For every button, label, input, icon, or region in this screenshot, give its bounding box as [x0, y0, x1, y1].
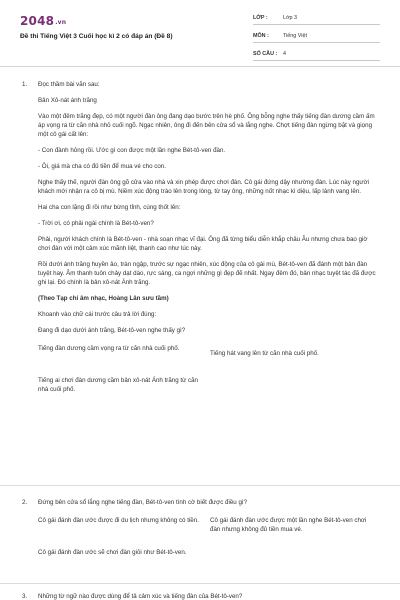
meta-label-grade: LỚP : [253, 14, 268, 21]
question-3 [22, 593, 382, 600]
story-paragraph: Vào một đêm trăng đẹp, có một người đàn ông đang dạo bước trên hè phố. Ông bỗng nghe thấy tiếng đàn dương cầm ấm áp vọng ra từ căn nhà nhỏ cuối ngõ. Ngạc nhiên, ông đi đến bên cửa sổ và lắng nghe. Chợt tiếng đàn ngừng bặt và giọng một cô gái cất lên: [38, 112, 375, 138]
question-number: 1. [22, 81, 28, 88]
question-number: 2. [22, 499, 28, 506]
question-prompt: Đứng bên cửa sổ lắng nghe tiếng đàn, Bét-tô-ven tình cờ biết được điều gì? [38, 499, 248, 506]
question-number: 3. [22, 593, 28, 600]
question-body [38, 499, 378, 583]
answer-option-a[interactable]: Tiếng đàn dương cầm vọng ra từ căn nhà cuối phố. [38, 344, 180, 352]
page-header [0, 0, 400, 64]
meta-label-count: SỐ CÂU : [253, 50, 278, 57]
question-body [38, 593, 378, 600]
logo-main: 2048 [20, 14, 55, 28]
story-paragraph: - Con đành hỏng rồi. Ước gì con được một lần nghe Bét-tô-ven đàn. [38, 146, 226, 154]
answer-option-c[interactable]: Tiếng ai chơi đàn dương cầm bản xô-nát Ánh trăng từ căn nhà cuối phố. [38, 376, 198, 393]
question-body [38, 81, 378, 409]
question-prompt: Đang đi dạo dưới ánh trăng, Bét-tô-ven nghe thấy gì? [38, 326, 186, 334]
question-instruction: Khoanh vào chữ cái trước câu trả lời đúng: [38, 310, 157, 318]
story-paragraph: Hai cha con lặng đi rồi như bừng tỉnh, cùng thốt lên: [38, 203, 181, 211]
reading-intro: Đọc thầm bài văn sau: [38, 81, 100, 88]
exam-meta [253, 13, 380, 67]
story-title: Bản Xô-nát ánh trăng [38, 96, 97, 104]
question-prompt: Những từ ngữ nào được dùng để tả cảm xúc và tiếng đàn của Bét-tô-ven? [38, 593, 243, 600]
story-paragraph: - Trời ơi, có phải ngài chính là Bét-tô-ven? [38, 219, 154, 227]
meta-row-subject [253, 31, 380, 43]
story-paragraph: Rồi dưới ánh trăng huyền ảo, tràn ngập, trước sự ngạc nhiên, xúc động của cô gái mù, Bét-tô-ven đã đánh một bản đàn tuyệt hay. Âm thanh tuôn chảy dạt dào, rực sáng, ca ngợi những gì đẹp đẽ nhất. Ngay đêm đó, bản nhạc tuyệt tác đã được ghi lại. Đó chính là bản xô-nát Ánh trăng. [38, 260, 376, 286]
document-title: Đề thi Tiếng Việt 3 Cuối học kì 2 có đáp án (Đề 8) [20, 33, 173, 40]
story-paragraph: Phải, người khách chính là Bét-tô-ven - nhà soạn nhạc vĩ đại. Ông đã từng biểu diễn khắp châu Âu nhưng chưa bao giờ chơi đàn với một cảm xúc mãnh liệt, thanh cao như lúc này. [38, 235, 368, 252]
story-paragraph: - Ôi, giá mà cha có đủ tiền để mua vé cho con. [38, 162, 166, 170]
question-divider [0, 485, 400, 486]
answer-option-c[interactable]: Cô gái đánh đàn ước sẽ chơi đàn giỏi như Bét-tô-ven. [38, 548, 187, 556]
answer-option-b[interactable]: Tiếng hát vang lên từ căn nhà cuối phố. [210, 349, 319, 357]
story-paragraph: Nghe thấy thế, người đàn ông gõ cửa vào nhà và xin phép được chơi đàn. Cô gái đứng dậy nhường đàn. Lúc này người khách mới nhận ra cô bị mù. Niềm xúc động trào lên trong lòng, từ tay ông, những nốt nhạc kì diệu, lấp lánh vang lên. [38, 178, 370, 195]
logo-suffix: .vn [55, 19, 67, 26]
answer-option-b[interactable]: Cô gái đánh đàn ước được một lần nghe Bét-tô-ven chơi đàn nhưng không đủ tiền mua vé. [210, 516, 367, 533]
exam-content [0, 66, 400, 600]
question-divider [0, 583, 400, 584]
meta-value-subject: Tiếng Việt [283, 32, 307, 39]
meta-row-count [253, 49, 380, 61]
answer-options [38, 515, 378, 583]
answer-options [38, 343, 378, 409]
meta-label-subject: MÔN : [253, 32, 269, 39]
meta-row-grade [253, 13, 380, 25]
question-1 [22, 81, 382, 511]
answer-option-a[interactable]: Cô gái đánh đàn ước được đi du lịch nhưng không có tiền. [38, 516, 199, 524]
question-2 [22, 499, 382, 589]
meta-value-grade: Lớp 3 [283, 14, 298, 21]
story-source: (Theo Tạp chí âm nhạc, Hoàng Lân sưu tầm) [38, 294, 169, 302]
site-logo[interactable] [20, 13, 66, 30]
meta-value-count: 4 [283, 50, 286, 57]
